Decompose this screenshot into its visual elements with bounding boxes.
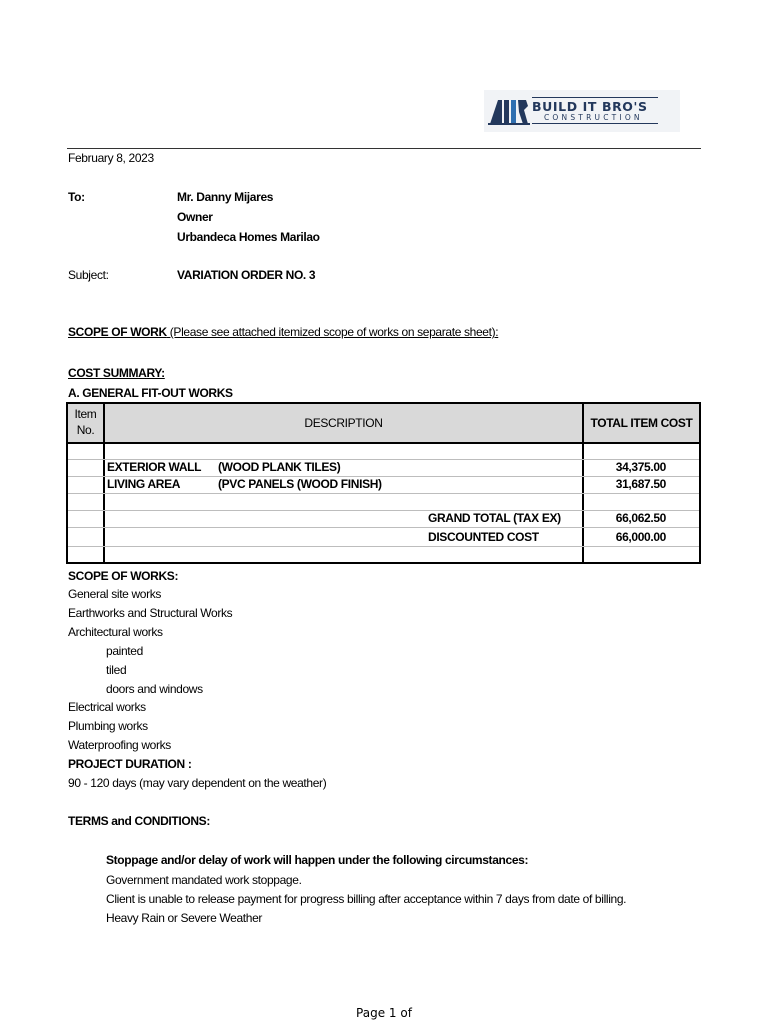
scope-item: Electrical works <box>68 700 146 714</box>
row-rule <box>68 546 699 547</box>
building-logo-icon <box>488 96 530 126</box>
table-header-rule <box>68 442 699 444</box>
scope-item: Waterproofing works <box>68 738 171 752</box>
terms-heading: TERMS and CONDITIONS: <box>68 814 210 828</box>
logo-rule-bottom <box>532 123 658 124</box>
header-description: DESCRIPTION <box>304 416 383 430</box>
subject-text: VARIATION ORDER NO. 3 <box>177 268 316 282</box>
logo-company-name: BUILD IT BRO'S <box>532 99 648 114</box>
recipient-title: Owner <box>177 210 213 224</box>
scope-item: Architectural works <box>68 625 163 639</box>
to-label: To: <box>68 190 85 204</box>
recipient-company: Urbandeca Homes Marilao <box>177 230 320 244</box>
page-number: Page 1 of <box>356 1006 412 1020</box>
project-duration-heading: PROJECT DURATION : <box>68 757 192 771</box>
row-rule <box>68 493 699 494</box>
row-2-name: LIVING AREA <box>107 477 181 491</box>
project-duration-text: 90 - 120 days (may vary dependent on the weather) <box>68 776 327 790</box>
scope-sub-item: doors and windows <box>106 682 203 696</box>
scope-of-work-line <box>68 325 498 339</box>
discounted-cost-value: 66,000.00 <box>615 530 666 544</box>
terms-item: Government mandated work stoppage. <box>106 873 302 887</box>
scope-of-work-note: (Please see attached itemized scope of works on separate sheet): <box>166 325 499 339</box>
row-2-detail: (PVC PANELS (WOOD FINISH) <box>218 477 382 491</box>
scope-of-work-heading: SCOPE OF WORK <box>68 325 167 339</box>
header-total-item-cost: TOTAL ITEM COST <box>590 416 693 430</box>
letter-date: February 8, 2023 <box>68 151 154 165</box>
row-1-detail: (WOOD PLANK TILES) <box>218 460 341 474</box>
section-a-heading: A. GENERAL FIT-OUT WORKS <box>68 386 233 400</box>
scope-item: Plumbing works <box>68 719 148 733</box>
header-item-line1: Item <box>74 407 97 421</box>
discounted-cost-label: DISCOUNTED COST <box>428 530 539 544</box>
scope-of-works-heading: SCOPE OF WORKS: <box>68 569 179 583</box>
logo-subtitle: CONSTRUCTION <box>544 113 643 122</box>
scope-sub-item: tiled <box>106 663 127 677</box>
row-rule <box>68 527 699 528</box>
grand-total-value: 66,062.50 <box>615 511 666 525</box>
stoppage-heading: Stoppage and/or delay of work will happen under the following circumstances: <box>106 853 529 867</box>
recipient-name: Mr. Danny Mijares <box>177 190 274 204</box>
scope-sub-item: painted <box>106 644 143 658</box>
cost-table <box>66 402 701 564</box>
cost-summary-heading: COST SUMMARY: <box>68 366 165 380</box>
header-item-no <box>68 406 103 438</box>
scope-item: General site works <box>68 587 162 601</box>
grand-total-label: GRAND TOTAL (TAX EX) <box>428 511 561 525</box>
company-logo <box>484 90 680 132</box>
scope-item: Earthworks and Structural Works <box>68 606 233 620</box>
logo-rule-top <box>532 97 658 98</box>
header-divider <box>67 148 701 149</box>
terms-item: Heavy Rain or Severe Weather <box>106 911 263 925</box>
header-item-line2: No. <box>76 423 95 437</box>
terms-item: Client is unable to release payment for progress billing after acceptance within 7 days from date of billing. <box>106 892 627 906</box>
row-1-name: EXTERIOR WALL <box>107 460 202 474</box>
row-1-cost: 34,375.00 <box>615 460 666 474</box>
row-2-cost: 31,687.50 <box>615 477 666 491</box>
subject-label: Subject: <box>68 268 109 282</box>
